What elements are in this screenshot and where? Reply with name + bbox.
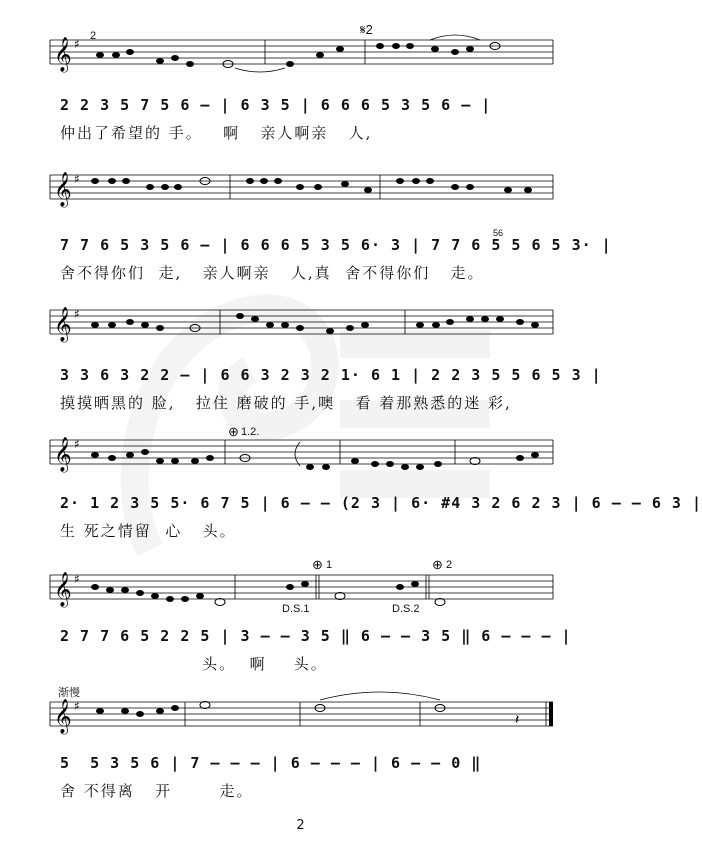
coda-mark: ⊕ [228, 424, 239, 439]
svg-text:♯: ♯ [74, 699, 80, 713]
system-1 [0, 0, 601, 140]
svg-text:♯: ♯ [74, 307, 80, 321]
coda-label: 1.2. [241, 426, 260, 438]
system-6 [0, 680, 601, 810]
staff-1 [0, 0, 601, 140]
system-5 [0, 555, 601, 685]
segno-mark: 𝄋2 [360, 22, 373, 37]
page-number: 2 [296, 818, 305, 833]
ds-1-label: D.S.1 [282, 603, 310, 615]
lyrics-3: 摸摸晒黑的 脸, 拉住 磨破的 手,噢 看 着那熟悉的迷 彩, [60, 394, 512, 412]
lyrics-4: 生 死之情留 心 头。 [60, 522, 237, 540]
lyrics-1: 仲出了希望的 手。 啊 亲人啊亲 人, [60, 124, 373, 142]
treble-clef-icon: 𝄞 [54, 437, 72, 472]
coda-2-mark: ⊕ [432, 557, 443, 572]
svg-text:𝄽: 𝄽 [515, 712, 520, 728]
svg-text:♯: ♯ [74, 37, 80, 51]
lyrics-5: 头。 啊 头。 [60, 655, 328, 673]
numbered-notation-3: 3 3 6 3 2 2 – | 6 6 3 2 3 2 1· 6 1 | 2 2 3 5 5 6 5 3 | [60, 366, 602, 384]
coda-2-label: 2 [446, 559, 453, 571]
svg-text:♯: ♯ [74, 437, 80, 451]
system-3 [0, 290, 601, 430]
lyrics-6: 舍 不得离 开 走。 [60, 782, 254, 800]
svg-text:♯: ♯ [74, 572, 80, 586]
coda-1-mark: ⊕ [312, 557, 323, 572]
system-2 [0, 150, 612, 290]
grace-note-mark: 56 [493, 228, 504, 238]
numbered-notation-5: 2 7 7 6 5 2 2 5 | 3 – – 3 5 ‖ 6 – – 3 5 ‖ 6 – – – | [60, 627, 572, 645]
numbered-notation-4: 2· 1 2 3 5 5· 6 7 5 | 6 – – (2 3 | 6· #4 3 2 6 2 3 | 6 – – 6 3 | [60, 494, 702, 512]
coda-1-label: 1 [326, 559, 333, 571]
numbered-notation-1: 2 2 3 5 7 5 6 – | 6 3 5 | 6 6 6 5 3 5 6 – | [60, 96, 492, 114]
circle-number-mark: 2 [90, 30, 97, 42]
treble-clef-icon: 𝄞 [54, 172, 72, 207]
lyrics-2: 舍不得你们 走, 亲人啊亲 人,真 舍不得你们 走。 [60, 264, 485, 282]
numbered-notation-2: 7 7 6 5 3 5 6 – | 6 6 6 5 3 5 6· 3 | 7 7 6 5 5 6 5 3· | [60, 236, 612, 254]
treble-clef-icon: 𝄞 [54, 572, 72, 607]
system-4 [0, 420, 702, 565]
numbered-notation-6: 5 5 3 5 6 | 7 – – – | 6 – – – | 6 – – 0 ‖ [60, 754, 482, 772]
staff-4 [0, 420, 702, 565]
ds-2-label: D.S.2 [392, 603, 420, 615]
treble-clef-icon: 𝄞 [54, 37, 72, 72]
tempo-marking: 渐慢 [58, 687, 80, 699]
treble-clef-icon: 𝄞 [54, 699, 72, 734]
treble-clef-icon: 𝄞 [54, 307, 72, 342]
svg-text:♯: ♯ [74, 172, 80, 186]
